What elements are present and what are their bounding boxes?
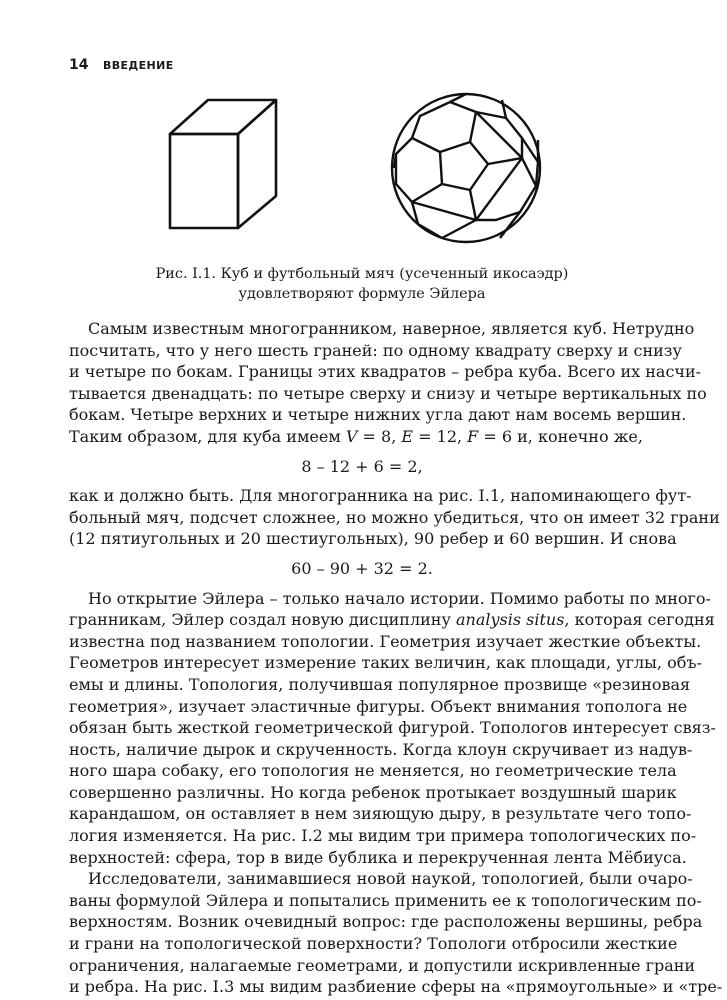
formula-cube: 8 – 12 + 6 = 2, bbox=[301, 456, 423, 476]
text-line: Самым известным многогранником, наверное, является куб. Нетрудно bbox=[88, 319, 695, 338]
text-line: ного шара собаку, его топология не меняется, но геометрические тела bbox=[69, 761, 677, 781]
text-line: обязан быть жесткой геометрической фигурой. Топологов интересует связ- bbox=[69, 718, 716, 738]
text-line: Но открытие Эйлера – только начало истории. Помимо работы по много- bbox=[88, 588, 711, 608]
text-line: известна под названием топологии. Геометрия изучает жесткие объекты. bbox=[69, 631, 702, 651]
text-line: Геометров интересует измерение таких величин, как площади, углы, объ- bbox=[69, 653, 702, 673]
text-line: совершенно различны. Но когда ребенок протыкает воздушный шарик bbox=[69, 782, 677, 802]
text-line: логия изменяется. На рис. I.2 мы видим три примера топологических по- bbox=[69, 826, 697, 846]
text-line: как и должно быть. Для многогранника на рис. I.1, напоминающего фут- bbox=[69, 486, 692, 506]
text-line: Таким образом, для куба имеем V = 8, E = 12, F = 6 и, конечно же, bbox=[69, 426, 643, 446]
text-line: посчитать, что у него шесть граней: по одному квадрату сверху и снизу bbox=[69, 340, 682, 360]
text-line: бокам. Четыре верхних и четыре нижних угла дают нам восемь вершин. bbox=[69, 405, 687, 425]
figure-cube-and-ball bbox=[150, 88, 570, 253]
figure-caption bbox=[69, 264, 655, 304]
text-line: (12 пятиугольных и 20 шестиугольных), 90 ребер и 60 вершин. И снова bbox=[69, 529, 677, 549]
section-title: ВВЕДЕНИЕ bbox=[102, 59, 174, 72]
text-line: и четыре по бокам. Границы этих квадратов – ребра куба. Всего их насчи- bbox=[69, 362, 702, 382]
text-line: верхностей: сфера, тор в виде бублика и перекрученная лента Мёбиуса. bbox=[69, 847, 687, 867]
text-line: гранникам, Эйлер создал новую дисциплину analysis situs, которая сегодня bbox=[69, 610, 715, 630]
text-line: и ребра. На рис. I.3 мы видим разбиение сферы на «прямоугольные» и «тре- bbox=[69, 977, 723, 997]
text-line: тывается двенадцать: по четыре сверху и снизу и четыре вертикальных по bbox=[69, 383, 707, 403]
cube-drawing bbox=[170, 100, 276, 228]
caption-line: удовлетворяют формуле Эйлера bbox=[238, 286, 486, 302]
formula-football: 60 – 90 + 32 = 2. bbox=[291, 558, 433, 578]
text-line: ваны формулой Эйлера и попытались применить ее к топологическим по- bbox=[69, 890, 702, 910]
text-line: больный мяч, подсчет сложнее, но можно убедиться, что он имеет 32 грани bbox=[69, 507, 720, 527]
text-line: ограничения, налагаемые геометрами, и допустили искривленные грани bbox=[69, 955, 696, 975]
caption-line: Рис. I.1. Куб и футбольный мяч (усеченный икосаэдр) bbox=[155, 266, 569, 282]
text-line: карандашом, он оставляет в нем зияющую дыру, в результате чего топо- bbox=[69, 804, 692, 824]
text-line: Исследователи, занимавшиеся новой наукой, топологией, были очаро- bbox=[88, 869, 693, 889]
text-line: емы и длины. Топология, получившая популярное прозвище «резиновая bbox=[69, 674, 691, 694]
page-number: 14 bbox=[69, 57, 89, 73]
running-header bbox=[69, 57, 174, 73]
text-line: ность, наличие дырок и скрученность. Когда клоун скручивает из надув- bbox=[69, 739, 693, 759]
football-drawing bbox=[392, 94, 540, 242]
text-line: верхностям. Возник очевидный вопрос: где расположены вершины, ребра bbox=[69, 912, 703, 932]
text-line: и грани на топологической поверхности? Топологи отбросили жесткие bbox=[69, 934, 678, 954]
body-text bbox=[69, 318, 723, 998]
text-line: геометрия», изучает эластичные фигуры. Объект внимания тополога не bbox=[69, 696, 688, 716]
